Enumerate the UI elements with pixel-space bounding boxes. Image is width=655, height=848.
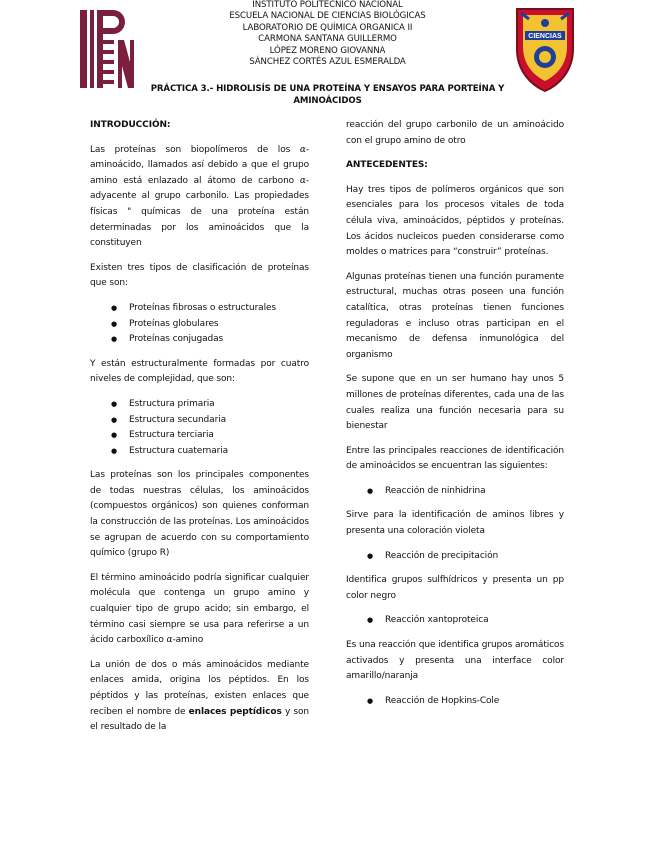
author-line: LÓPEZ MORENO GIOVANNA <box>269 45 386 56</box>
peptide-paragraph <box>90 658 309 736</box>
right-column <box>346 118 564 718</box>
list-item: ● Reacción de precipitación <box>346 549 564 565</box>
text-run: La unión de dos o más aminoácidos mediante enlaces amida, origina los péptidos. En los péptidos y las proteínas, existen enlaces que reciben el nombre de <box>90 659 309 717</box>
structure-paragraph: Y están estructuralmente formadas por cuatro niveles de complejidad, que son: <box>90 358 309 385</box>
ipn-logo <box>78 6 134 92</box>
components-paragraph: Las proteínas son los principales componentes de todas nuestras células, los aminoácidos (compuestos orgánicos) son quienes conforman la construcción de las proteínas. Los aminoácidos se agrupan de acuerdo con su comportamiento químico (grupo R) <box>90 470 309 559</box>
text-run: -adyacente al grupo carbonilo. Las propiedades físicas " químicas de una proteína están determinadas por los aminoácidos que la constituyen <box>90 175 309 249</box>
reactions-paragraph: Entre las principales reacciones de identificación de aminoácidos se encuentran las siguientes: <box>346 445 564 472</box>
list-item: ● Estructura primaria <box>90 397 309 413</box>
antecedents-heading: ANTECEDENTES: <box>346 160 428 171</box>
introduction-heading: INTRODUCCIÓN: <box>90 120 171 130</box>
continued-paragraph: reacción del grupo carbonilo de un aminoácido con el grupo amino de otro <box>346 120 564 146</box>
classification-paragraph: Existen tres tipos de clasificación de proteínas que son: <box>90 262 309 289</box>
institution-line: LABORATORIO DE QUÍMICA ORGANICA II <box>242 22 413 33</box>
xanthoprotein-paragraph: Es una reacción que identifica grupos aromáticos activados y presenta una interface color amarillo/naranja <box>346 640 564 682</box>
alpha-symbol: α <box>166 635 173 646</box>
reaction-list <box>346 484 564 500</box>
bold-term: enlaces peptídicos <box>188 706 282 717</box>
list-item: ● Estructura secundaria <box>90 413 309 429</box>
shield-banner-text: CIENCIAS <box>528 33 562 40</box>
institution-line: INSTITUTO POLITÉCNICO NACIONAL <box>252 0 403 10</box>
structure-levels-list <box>90 397 309 459</box>
functions-paragraph: Algunas proteínas tienen una función puramente estructural, muchas otras poseen una función catalítica, otras proteínas tienen funciones reguladoras e incluso otras participan en el mecanismo de defensa inmunológica del organismo <box>346 271 564 360</box>
precipitation-paragraph: Identifica grupos sulfhídricos y presenta un pp color negro <box>346 575 564 601</box>
amino-acid-term-paragraph <box>90 571 309 649</box>
text-run: -aminoácido, llamados así debido a que el grupo amino está enlazado al átomo de carbono <box>90 144 309 186</box>
list-item: ● Proteínas conjugadas <box>90 332 309 348</box>
left-column <box>90 118 309 745</box>
practice-title: PRÁCTICA 3.- HIDROLISÍS DE UNA PROTEÍNA Y ENSAYOS PARA PORTEÍNA Y AMINOÁCIDOS <box>150 84 505 106</box>
list-item: ● Reacción de ninhidrina <box>346 484 564 500</box>
institution-lines <box>150 0 505 68</box>
list-item: ● Estructura cuaternaria <box>90 444 309 460</box>
alpha-symbol: α <box>299 175 306 186</box>
reaction-list <box>346 694 564 710</box>
author-line: SÁNCHEZ CORTÉS AZUL ESMERALDA <box>249 57 406 68</box>
text-run: -amino <box>172 635 204 646</box>
alpha-symbol: α <box>299 144 306 155</box>
list-item: ● Reacción xantoproteica <box>346 613 564 629</box>
reaction-list <box>346 549 564 565</box>
list-item: ● Reacción de Hopkins-Cole <box>346 694 564 710</box>
millions-paragraph: Se supone que en un ser humano hay unos 5 millones de proteínas diferentes, cada una de las cuales realiza una función necesaria para su bienestar <box>346 374 564 432</box>
text-run: y son el resultado de la <box>90 706 309 733</box>
list-item: ● Estructura terciaria <box>90 428 309 444</box>
intro-paragraph <box>90 143 309 252</box>
list-item: ● Proteínas globulares <box>90 317 309 333</box>
encb-shield-logo <box>511 5 579 93</box>
list-item: ● Proteínas fibrosas o estructurales <box>90 301 309 317</box>
reaction-list <box>346 613 564 629</box>
text-run: El término aminoácido podría significar cualquier molécula que contenga un grupo amino y cualquier tipo de grupo acido; sin embargo, el término casi siempre se usa para referirse a un ácido carboxílico <box>90 572 309 646</box>
document-header <box>0 0 655 120</box>
ninhydrin-paragraph: Sirve para la identificación de aminos libres y presenta una coloración violeta <box>346 510 564 537</box>
protein-types-list <box>90 301 309 348</box>
author-line: CARMONA SANTANA GUILLERMO <box>258 34 397 45</box>
polymers-paragraph: Hay tres tipos de polímeros orgánicos que son esenciales para los procesos vitales de toda célula viva, aminoácidos, péptidos y proteínas. Los ácidos nucleicos pueden considerarse como moldes o matrices para “construir” proteínas. <box>346 184 564 258</box>
institution-line: ESCUELA NACIONAL DE CIENCIAS BIOLÓGICAS <box>229 11 426 22</box>
text-run: Las proteínas son biopolímeros de los <box>90 144 300 155</box>
